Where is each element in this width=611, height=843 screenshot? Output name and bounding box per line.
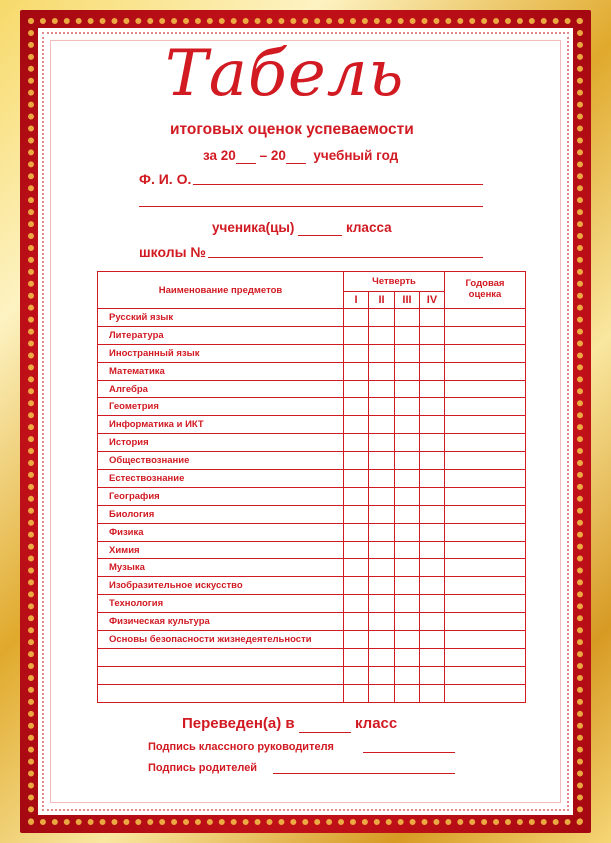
year-grade-cell[interactable] [445,416,526,434]
table-row [98,487,526,505]
year-grade-cell[interactable] [445,487,526,505]
quarter-4-grade-cell[interactable] [420,631,445,649]
parents-signature-line [148,762,257,774]
subject-name-cell [98,684,344,702]
quarter-3-grade-cell[interactable] [395,505,420,523]
quarter-2-grade-cell[interactable] [369,434,395,452]
quarter-1-grade-cell[interactable] [344,595,369,613]
fio-field-line2[interactable] [139,206,483,207]
quarter-3-grade-cell[interactable] [395,344,420,362]
transfer-suffix: класс [354,715,398,732]
quarter-4-grade-cell[interactable] [420,648,445,666]
quarter-2-grade-cell[interactable] [369,523,395,541]
quarter-1-grade-cell[interactable] [344,648,369,666]
parents-signature-field[interactable] [273,773,455,774]
quarter-1-grade-cell[interactable] [344,505,369,523]
quarter-2-grade-cell[interactable] [369,595,395,613]
quarter-3-grade-cell[interactable] [395,434,420,452]
transfer-prefix: Переведен(а) в [182,715,295,732]
school-year-line [203,148,398,164]
quarter-1-grade-cell[interactable] [344,416,369,434]
quarter-3-grade-cell[interactable] [395,452,420,470]
subject-name-cell: История [98,434,344,452]
quarter-3-grade-cell[interactable] [395,541,420,559]
quarter-2-grade-cell[interactable] [369,577,395,595]
quarter-2-grade-cell[interactable] [369,470,395,488]
transfer-class-field[interactable] [299,715,351,733]
quarter-3-grade-cell[interactable] [395,666,420,684]
quarter-1-grade-cell[interactable] [344,309,369,327]
teacher-signature-label: Подпись классного руководителя [148,741,334,753]
table-row [98,326,526,344]
subject-name-cell: Естествознание [98,470,344,488]
year-grade-cell[interactable] [445,362,526,380]
subject-name-cell: Русский язык [98,309,344,327]
table-row [98,344,526,362]
subject-name-cell: Физика [98,523,344,541]
year-grade-cell[interactable] [445,648,526,666]
quarter-1-grade-cell[interactable] [344,362,369,380]
year-grade-cell[interactable] [445,666,526,684]
quarter-3-grade-cell[interactable] [395,487,420,505]
subject-name-cell: Биология [98,505,344,523]
class-label: класса [345,220,392,235]
quarter-3-grade-cell[interactable] [395,595,420,613]
table-row [98,666,526,684]
quarter-4-grade-cell[interactable] [420,470,445,488]
table-row [98,613,526,631]
quarter-1-grade-cell[interactable] [344,523,369,541]
quarter-1-grade-cell[interactable] [344,666,369,684]
document-title: Табель [165,37,405,111]
teacher-signature-field[interactable] [363,752,455,753]
table-row [98,631,526,649]
year-grade-cell[interactable] [445,309,526,327]
subject-name-cell: Обществознание [98,452,344,470]
quarter-3-grade-cell[interactable] [395,577,420,595]
year-end-field[interactable] [286,148,306,164]
quarter-4-grade-cell[interactable] [420,416,445,434]
year-grade-cell[interactable] [445,631,526,649]
table-row [98,452,526,470]
year-grade-cell[interactable] [445,344,526,362]
quarter-4-grade-cell[interactable] [420,362,445,380]
quarter-3-grade-cell[interactable] [395,380,420,398]
quarter-3-grade-cell[interactable] [395,470,420,488]
fio-label: Ф. И. О. [139,171,192,187]
subject-name-cell: Изобразительное искусство [98,577,344,595]
table-row [98,362,526,380]
quarter-3-grade-cell[interactable] [395,684,420,702]
quarter-4-grade-cell[interactable] [420,309,445,327]
quarter-4-grade-cell[interactable] [420,505,445,523]
quarter-1-grade-cell[interactable] [344,613,369,631]
quarter-column-header: Четверть [344,272,445,292]
quarter-3-grade-cell[interactable] [395,416,420,434]
quarter-1-grade-cell[interactable] [344,434,369,452]
quarter-2-grade-cell[interactable] [369,666,395,684]
subject-name-cell: Основы безопасности жизнедеятельности [98,631,344,649]
year-grade-cell[interactable] [445,398,526,416]
subject-name-cell [98,666,344,684]
year-grade-cell[interactable] [445,595,526,613]
table-row [98,470,526,488]
year-grade-cell[interactable] [445,326,526,344]
quarter-2-grade-cell[interactable] [369,398,395,416]
quarter-4-grade-cell[interactable] [420,577,445,595]
subject-name-cell: Технология [98,595,344,613]
school-number-field[interactable] [208,257,483,258]
year-grade-header-line1: Годовая [465,278,505,290]
table-row [98,523,526,541]
table-row [98,434,526,452]
fio-field[interactable] [193,184,483,185]
grades-table [97,271,526,703]
quarter-4-header: IV [420,292,445,309]
quarter-3-grade-cell[interactable] [395,362,420,380]
year-grade-cell[interactable] [445,684,526,702]
year-suffix: учебный год [313,148,399,163]
quarter-3-header: III [395,292,420,309]
quarter-2-grade-cell[interactable] [369,541,395,559]
quarter-1-grade-cell[interactable] [344,398,369,416]
quarter-4-grade-cell[interactable] [420,666,445,684]
quarter-2-header: II [369,292,395,309]
quarter-4-grade-cell[interactable] [420,344,445,362]
subject-name-cell: Литература [98,326,344,344]
school-label: школы № [139,244,207,260]
quarter-2-grade-cell[interactable] [369,684,395,702]
quarter-1-grade-cell[interactable] [344,470,369,488]
quarter-2-grade-cell[interactable] [369,559,395,577]
quarter-3-grade-cell[interactable] [395,523,420,541]
table-row [98,559,526,577]
transfer-line [182,715,397,733]
table-row [98,398,526,416]
quarter-2-grade-cell[interactable] [369,487,395,505]
quarter-4-grade-cell[interactable] [420,398,445,416]
quarter-2-grade-cell[interactable] [369,416,395,434]
table-row [98,309,526,327]
table-row [98,541,526,559]
quarter-1-grade-cell[interactable] [344,326,369,344]
quarter-3-grade-cell[interactable] [395,631,420,649]
teacher-signature-line [148,741,334,753]
year-start-field[interactable] [236,148,256,164]
quarter-3-grade-cell[interactable] [395,559,420,577]
quarter-2-grade-cell[interactable] [369,309,395,327]
quarter-2-grade-cell[interactable] [369,648,395,666]
subject-name-cell: Физическая культура [98,613,344,631]
year-grade-cell[interactable] [445,434,526,452]
quarter-2-grade-cell[interactable] [369,380,395,398]
quarter-1-grade-cell[interactable] [344,380,369,398]
quarter-2-grade-cell[interactable] [369,452,395,470]
quarter-4-grade-cell[interactable] [420,434,445,452]
quarter-4-grade-cell[interactable] [420,452,445,470]
quarter-2-grade-cell[interactable] [369,344,395,362]
table-row [98,684,526,702]
year-grade-cell[interactable] [445,505,526,523]
document-subtitle: итоговых оценок успеваемости [170,121,414,138]
year-prefix: за 20 [203,148,236,163]
class-number-field[interactable] [298,220,342,236]
quarter-2-grade-cell[interactable] [369,631,395,649]
quarter-2-grade-cell[interactable] [369,326,395,344]
quarter-4-grade-cell[interactable] [420,326,445,344]
table-row [98,416,526,434]
quarter-2-grade-cell[interactable] [369,505,395,523]
table-row [98,505,526,523]
year-grade-cell[interactable] [445,559,526,577]
quarter-4-grade-cell[interactable] [420,684,445,702]
quarter-2-grade-cell[interactable] [369,362,395,380]
year-grade-cell[interactable] [445,541,526,559]
subject-name-cell: Информатика и ИКТ [98,416,344,434]
quarter-3-grade-cell[interactable] [395,309,420,327]
quarter-4-grade-cell[interactable] [420,613,445,631]
subject-name-cell: Алгебра [98,380,344,398]
quarter-4-grade-cell[interactable] [420,523,445,541]
subject-name-cell: Музыка [98,559,344,577]
student-class-line [212,220,392,236]
subject-name-cell: География [98,487,344,505]
quarter-4-grade-cell[interactable] [420,559,445,577]
year-grade-cell[interactable] [445,613,526,631]
table-row [98,577,526,595]
subject-name-cell: Математика [98,362,344,380]
year-grade-column-header [445,272,526,309]
quarter-3-grade-cell[interactable] [395,613,420,631]
subject-name-cell: Химия [98,541,344,559]
quarter-1-grade-cell[interactable] [344,541,369,559]
quarter-4-grade-cell[interactable] [420,487,445,505]
quarter-1-grade-cell[interactable] [344,344,369,362]
year-grade-cell[interactable] [445,470,526,488]
quarter-1-grade-cell[interactable] [344,452,369,470]
quarter-4-grade-cell[interactable] [420,541,445,559]
quarter-3-grade-cell[interactable] [395,648,420,666]
quarter-3-grade-cell[interactable] [395,326,420,344]
quarter-1-grade-cell[interactable] [344,487,369,505]
student-label: ученика(цы) [212,220,295,235]
year-grade-cell[interactable] [445,380,526,398]
parents-signature-label: Подпись родителей [148,762,258,774]
quarter-1-grade-cell[interactable] [344,559,369,577]
year-grade-header-line2: оценка [468,289,502,300]
quarter-1-grade-cell[interactable] [344,631,369,649]
quarter-4-grade-cell[interactable] [420,595,445,613]
quarter-1-header: I [344,292,369,309]
quarter-4-grade-cell[interactable] [420,380,445,398]
quarter-1-grade-cell[interactable] [344,684,369,702]
subject-name-cell: Геометрия [98,398,344,416]
year-grade-cell[interactable] [445,577,526,595]
subject-name-cell [98,648,344,666]
quarter-1-grade-cell[interactable] [344,577,369,595]
year-grade-cell[interactable] [445,523,526,541]
year-grade-cell[interactable] [445,452,526,470]
quarter-2-grade-cell[interactable] [369,613,395,631]
grades-table-body [98,309,526,703]
quarter-3-grade-cell[interactable] [395,398,420,416]
subject-name-cell: Иностранный язык [98,344,344,362]
table-row [98,648,526,666]
table-row [98,595,526,613]
table-row [98,380,526,398]
year-dash: – 20 [259,148,286,163]
subject-column-header: Наименование предметов [98,272,344,309]
